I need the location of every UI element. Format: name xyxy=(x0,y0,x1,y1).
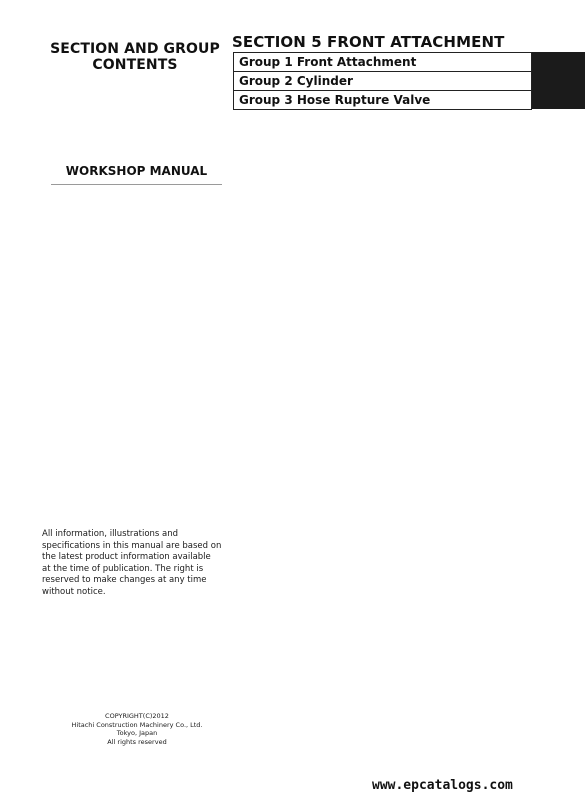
manual-type-divider xyxy=(51,184,222,185)
disclaimer-line: the latest product information available xyxy=(42,552,211,563)
manual-type-label: WORKSHOP MANUAL xyxy=(65,164,208,178)
disclaimer-line: without notice. xyxy=(42,586,106,597)
disclaimer-line: reserved to make changes at any time xyxy=(42,575,207,586)
copyright-line: Tokyo, Japan xyxy=(116,729,158,738)
copyright-line: Hitachi Construction Machinery Co., Ltd. xyxy=(71,720,203,729)
group-list xyxy=(233,52,532,110)
section-title: SECTION 5 FRONT ATTACHMENT xyxy=(232,33,505,51)
section-index-tab xyxy=(532,52,585,109)
watermark-url: www.epcatalogs.com xyxy=(372,778,513,793)
copyright-line: All rights reserved xyxy=(107,737,167,746)
heading-line-2: CONTENTS xyxy=(92,57,178,73)
heading-line-1: SECTION AND GROUP xyxy=(50,41,220,57)
copyright-line: COPYRIGHT(C)2012 xyxy=(105,712,169,720)
group-item-hose-rupture-valve[interactable]: Group 3 Hose Rupture Valve xyxy=(234,91,532,110)
disclaimer-notice xyxy=(42,529,222,599)
group-item-cylinder[interactable]: Group 2 Cylinder xyxy=(234,72,532,91)
disclaimer-line: specifications in this manual are based on xyxy=(42,540,222,551)
group-item-front-attachment[interactable]: Group 1 Front Attachment xyxy=(234,53,532,72)
copyright-notice xyxy=(62,712,212,746)
disclaimer-line: All information, illustrations and xyxy=(42,529,179,539)
section-and-group-heading xyxy=(45,41,225,73)
disclaimer-line: at the time of publication. The right is xyxy=(42,563,204,574)
